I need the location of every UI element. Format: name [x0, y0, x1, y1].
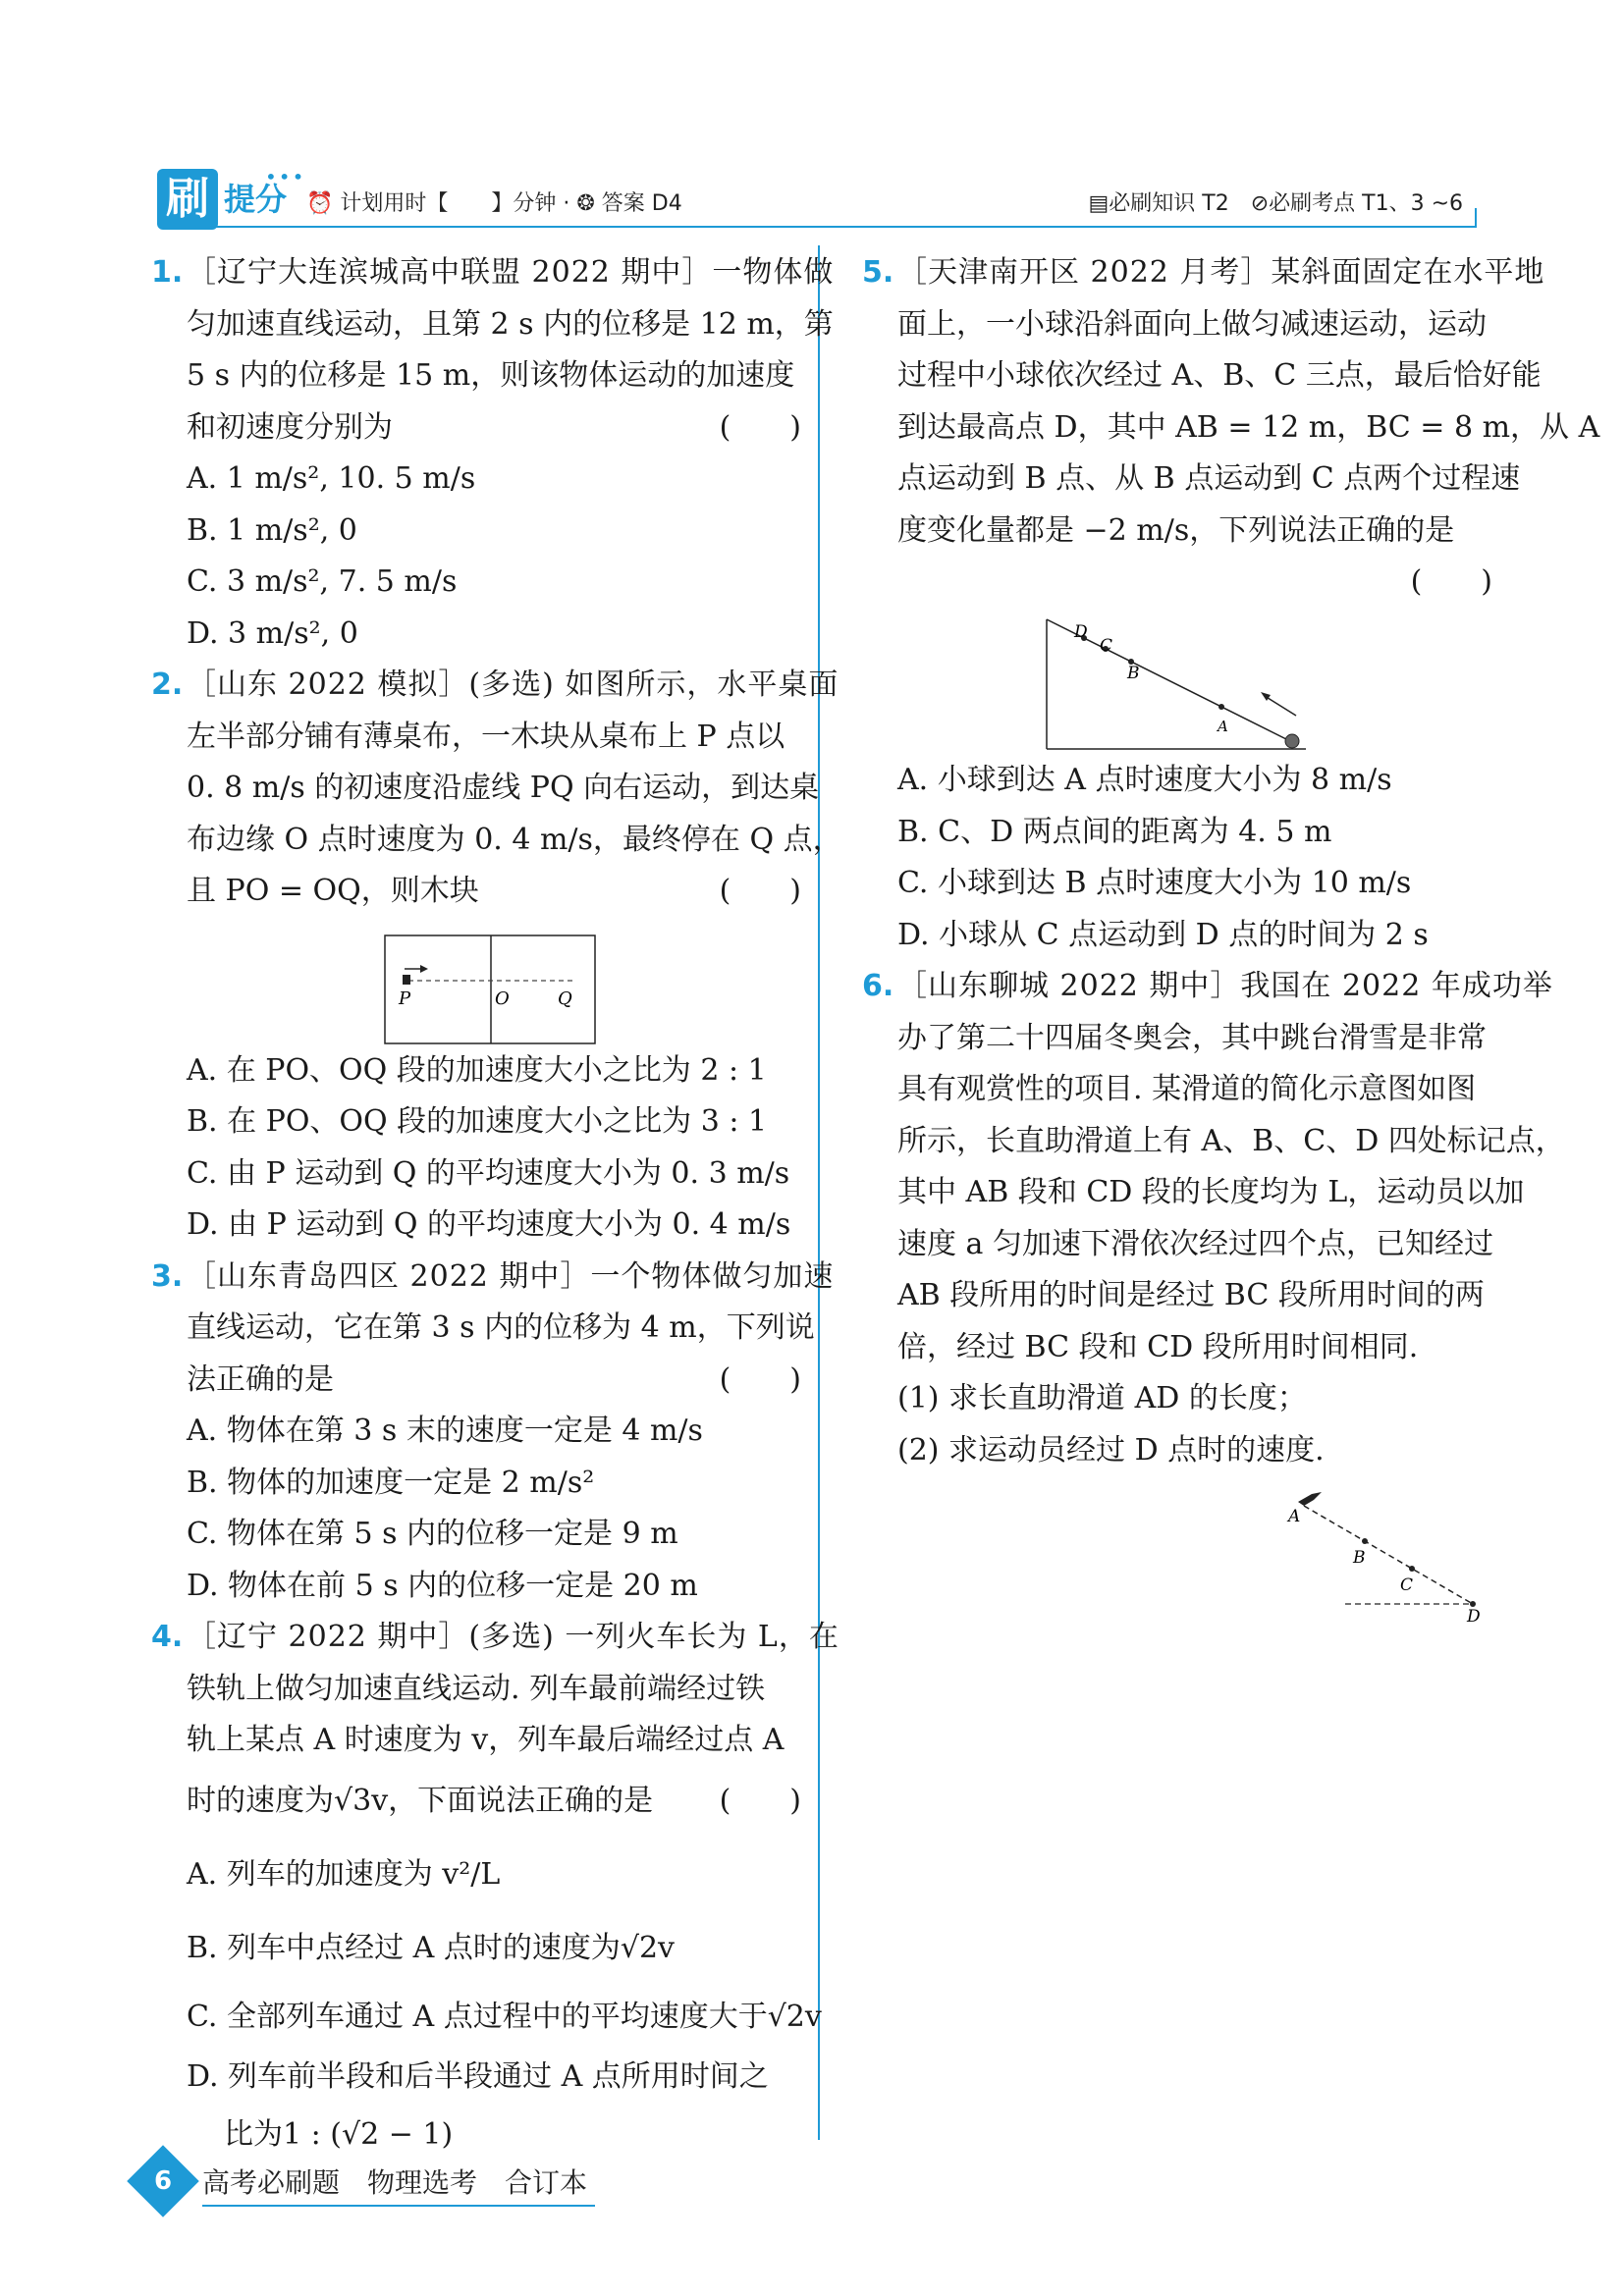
page-number: 6 [153, 2166, 173, 2196]
option-d: D. 列车前半段和后半段通过 A 点所用时间之 [187, 2058, 769, 2094]
question-line: 速度 a 匀加速下滑依次经过四个点，已知经过 [897, 1226, 1493, 1261]
question-line: 轨上某点 A 时速度为 v，列车最后端经过点 A [187, 1723, 785, 1757]
answer-paren: ( ) [1410, 564, 1492, 599]
question-line: ［山东青岛四区 2022 期中］一个物体做匀加速 [187, 1258, 835, 1294]
question-line: 面上，一小球沿斜面向上做匀减速运动，运动 [897, 306, 1487, 342]
page-footer [124, 2150, 615, 2228]
option-a: A. 列车的加速度为 v²/L [187, 1856, 501, 1892]
question-line [864, 557, 1492, 608]
answer-paren: ( ) [719, 874, 801, 908]
knowledge-points: ▤必刷知识 T2 ⊘必刷考点 T1、3 ~6 [1088, 191, 1463, 216]
option-d: D. 由 P 运动到 Q 的平均速度大小为 0. 4 m/s [187, 1207, 791, 1242]
question-line-text: 时的速度为√3v，下面说法正确的是 [187, 1783, 654, 1818]
question-line-text: 且 PO = OQ，则木块 [187, 874, 479, 908]
question-line: 所示，长直助滑道上有 A、B、C、D 四处标记点， [897, 1123, 1565, 1158]
label-p: P [399, 988, 411, 1009]
question-line: 其中 AB 段和 CD 段的长度均为 L，运动员以加 [897, 1175, 1525, 1209]
question-4 [151, 1612, 839, 2167]
option-b: B. 列车中点经过 A 点时的速度为√2v [187, 1930, 676, 1965]
label-b: B [1127, 664, 1140, 683]
option-c: C. 小球到达 B 点时速度大小为 10 m/s [897, 866, 1412, 900]
question-line: 布边缘 O 点时速度为 0. 4 m/s，最终停在 Q 点， [187, 822, 842, 857]
option-b: B. C、D 两点间的距离为 4. 5 m [897, 814, 1332, 849]
question-6 [862, 961, 1565, 1624]
question-line: ［辽宁 2022 期中］(多选) 一列火车长为 L，在 [187, 1620, 839, 1654]
option-d: D. 物体在前 5 s 内的位移一定是 20 m [187, 1568, 698, 1603]
question-line: AB 段所用的时间是经过 BC 段所用时间的两 [897, 1278, 1485, 1312]
right-column [862, 247, 1600, 1624]
question-line: ［山东 2022 模拟］(多选) 如图所示，水平桌面 [187, 667, 839, 702]
question-line-text: 和初速度分别为 [187, 409, 393, 445]
option-b: B. 1 m/s², 0 [187, 512, 357, 548]
label-c: C [1400, 1575, 1414, 1595]
question-line: 到达最高点 D，其中 AB = 12 m，BC = 8 m，从 A [897, 409, 1600, 445]
label-d: D [1467, 1607, 1481, 1624]
question-line: 过程中小球依次经过 A、B、C 三点，最后恰好能 [897, 358, 1542, 393]
option-c: C. 全部列车通过 A 点过程中的平均速度大于√2v [187, 1999, 822, 2034]
column-divider [818, 245, 820, 2140]
label-a: A [1218, 718, 1228, 735]
table-figure [153, 918, 801, 1045]
question-line [153, 1355, 801, 1407]
option-b: B. 物体的加速度一定是 2 m/s² [187, 1465, 595, 1500]
logo-dots: ••• [265, 165, 306, 188]
option-d-continued: 比为1 : (√2 − 1) [224, 2117, 454, 2152]
question-line [153, 402, 801, 454]
book-title: 高考必刷题 物理选考 合订本 [202, 2166, 588, 2199]
question-number: 1. [151, 255, 184, 290]
label-c: C [1100, 636, 1113, 656]
option-c: C. 物体在第 5 s 内的位移一定是 9 m [187, 1517, 678, 1551]
answer-paren: ( ) [719, 1362, 801, 1397]
footer-divider [202, 2205, 595, 2207]
question-number: 4. [151, 1620, 184, 1654]
question-line: 具有观赏性的项目. 某滑道的简化示意图如图 [897, 1072, 1477, 1106]
question-line: ［天津南开区 2022 月考］某斜面固定在水平地 [897, 255, 1545, 290]
label-b: B [1353, 1548, 1366, 1568]
option-a: A. 1 m/s², 10. 5 m/s [187, 461, 476, 496]
question-number: 3. [151, 1258, 184, 1294]
question-number: 2. [151, 667, 184, 702]
option-a: A. 小球到达 A 点时速度大小为 8 m/s [897, 763, 1392, 797]
page-header [157, 165, 1473, 234]
question-line: 直线运动，它在第 3 s 内的位移为 4 m，下列说 [187, 1310, 815, 1345]
option-a: A. 在 PO、OQ 段的加速度大小之比为 2 : 1 [187, 1052, 767, 1088]
question-line: 度变化量都是 −2 m/s，下列说法正确的是 [897, 512, 1455, 548]
question-2 [151, 660, 842, 1252]
option-d: D. 小球从 C 点运动到 D 点的时间为 2 s [897, 917, 1429, 952]
logo: 刷 [157, 169, 218, 230]
question-line-text: 法正确的是 [187, 1362, 334, 1397]
question-line [153, 1767, 801, 1836]
label-q: Q [558, 988, 572, 1009]
question-line: ［辽宁大连滨城高中联盟 2022 期中］一物体做 [187, 255, 835, 290]
question-line: 点运动到 B 点、从 B 点运动到 C 点两个过程速 [897, 461, 1521, 496]
answer-paren: ( ) [719, 1783, 801, 1818]
answer-paren: ( ) [719, 409, 801, 445]
question-line: 倍，经过 BC 段和 CD 段所用时间相同. [897, 1329, 1419, 1364]
question-line: ［山东聊城 2022 期中］我国在 2022 年成功举 [897, 969, 1553, 1003]
option-a: A. 物体在第 3 s 末的速度一定是 4 m/s [187, 1414, 703, 1448]
question-5 [862, 247, 1600, 961]
question-line: 匀加速直线运动，且第 2 s 内的位移是 12 m，第 [187, 306, 834, 342]
incline-diagram [864, 608, 1492, 755]
question-number: 6. [862, 969, 894, 1003]
option-c: C. 3 m/s², 7. 5 m/s [187, 564, 458, 599]
option-c: C. 由 P 运动到 Q 的平均速度大小为 0. 3 m/s [187, 1155, 790, 1191]
ski-slope-figure [864, 1476, 1492, 1624]
plan-time-answer: ⏰ 计划用时【 】分钟 · ❂ 答案 D4 [306, 191, 682, 216]
logo-text: 提分 [224, 181, 288, 218]
question-line: 左半部分铺有薄桌布，一木块从桌布上 P 点以 [187, 719, 785, 754]
sub-question-2: (2) 求运动员经过 D 点时的速度. [897, 1432, 1325, 1468]
question-line: 0. 8 m/s 的初速度沿虚线 PQ 向右运动，到达桌 [187, 771, 820, 805]
question-line [153, 866, 801, 918]
table-diagram [153, 918, 801, 1045]
label-a: A [1288, 1507, 1301, 1526]
question-3 [151, 1252, 835, 1613]
ski-slope-diagram [864, 1476, 1492, 1624]
option-b: B. 在 PO、OQ 段的加速度大小之比为 3 : 1 [187, 1104, 768, 1139]
label-o: O [495, 988, 510, 1009]
question-number: 5. [862, 255, 894, 290]
option-d: D. 3 m/s², 0 [187, 615, 358, 651]
question-line: 铁轨上做匀加速直线运动. 列车最前端经过铁 [187, 1671, 766, 1706]
sub-question-1: (1) 求长直助滑道 AD 的长度； [897, 1381, 1307, 1415]
question-1 [151, 247, 835, 660]
incline-figure [864, 608, 1492, 755]
question-line: 5 s 内的位移是 15 m，则该物体运动的加速度 [187, 358, 795, 393]
question-line: 办了第二十四届冬奥会，其中跳台滑雪是非常 [897, 1020, 1487, 1055]
left-column [151, 247, 842, 2167]
header-divider [216, 226, 1475, 228]
label-d: D [1074, 622, 1088, 642]
